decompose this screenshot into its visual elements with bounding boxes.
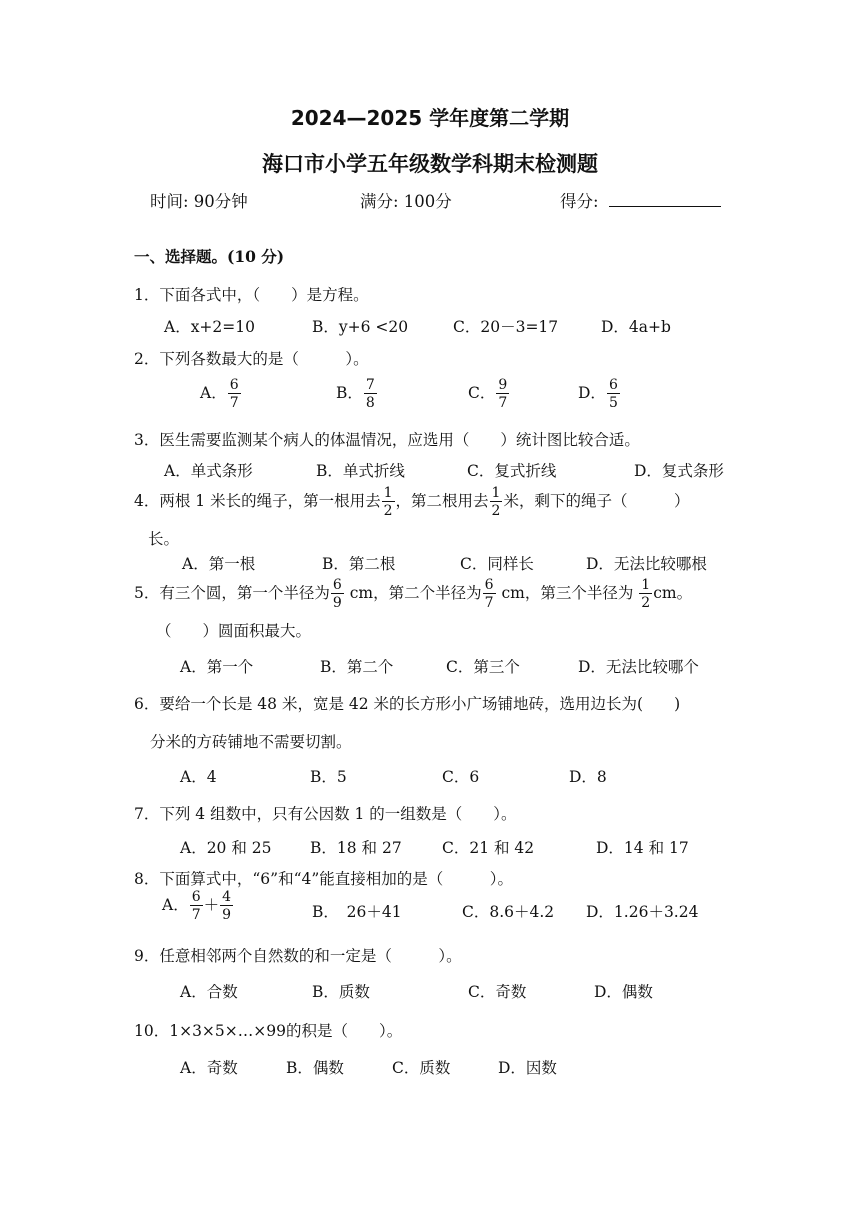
question-10-option-a: A．奇数 — [180, 1059, 238, 1077]
question-5-line-2: （ ）圆面积最大。 — [156, 622, 312, 640]
exam-time: 时间: 90分钟 — [150, 192, 248, 211]
exam-title: 海口市小学五年级数学科期末检测题 — [262, 152, 598, 176]
exam-full-score: 满分: 100分 — [360, 192, 452, 211]
question-9: 9．任意相邻两个自然数的和一定是（ ）。 — [134, 947, 462, 965]
question-8-option-a: A． $\frac{6}{7}$ ＋ $\frac{4}{9}$ — [162, 889, 232, 923]
question-7-option-b: B．18 和 27 — [310, 839, 402, 857]
question-2-option-c: C． $\frac{9}{7}$ — [468, 377, 508, 411]
question-9-option-d: D．偶数 — [594, 983, 653, 1001]
question-6-option-b: B．5 — [310, 768, 347, 786]
question-4-line-2: 长。 — [148, 530, 180, 548]
question-4-option-a: A．第一根 — [182, 555, 256, 573]
question-8: 8．下面算式中，“6”和“4”能直接相加的是（ ）。 — [134, 870, 514, 888]
question-2-option-b: B． $\frac{7}{8}$ — [336, 377, 375, 411]
score-blank — [609, 192, 721, 207]
question-9-option-b: B．质数 — [312, 983, 370, 1001]
question-5: 5．有三个圆，第一个半径为 $\frac{6}{9}$ cm，第二个半径为 $\frac{6}{7}$ cm，第三个半径为 $\frac{1}{2}$ cm。 — [134, 577, 693, 611]
question-8-option-d: D．1.26＋3.24 — [586, 903, 699, 921]
question-7: 7．下列 4 组数中，只有公因数 1 的一组数是（ ）。 — [134, 805, 517, 823]
question-10: 10．1×3×5×…×99的积是（ ）。 — [134, 1022, 403, 1040]
question-1-option-a: A．x+2=10 — [164, 318, 255, 336]
question-1: 1．下面各式中，（ ）是方程。 — [134, 286, 369, 304]
question-3-option-d: D．复式条形 — [634, 462, 724, 480]
question-3-option-b: B．单式折线 — [316, 462, 405, 480]
question-10-option-c: C．质数 — [392, 1059, 451, 1077]
question-5-option-d: D．无法比较哪个 — [578, 658, 699, 676]
question-10-option-d: D．因数 — [498, 1059, 557, 1077]
question-7-option-a: A．20 和 25 — [180, 839, 272, 857]
question-2-option-d: D． $\frac{6}{5}$ — [578, 377, 618, 411]
question-5-option-a: A．第一个 — [180, 658, 254, 676]
section-title: 一、选择题。(10 分) — [134, 247, 285, 266]
question-4-option-c: C．同样长 — [460, 555, 534, 573]
question-9-option-a: A．合数 — [180, 983, 238, 1001]
question-2: 2．下列各数最大的是（ ）。 — [134, 350, 369, 368]
question-4-option-b: B．第二根 — [322, 555, 396, 573]
question-1-option-c: C．20－3=17 — [453, 318, 559, 336]
question-6-option-d: D．8 — [569, 768, 607, 786]
question-2-option-a: A． $\frac{6}{7}$ — [200, 377, 239, 411]
exam-score — [560, 188, 721, 212]
question-6-option-c: C．6 — [442, 768, 480, 786]
question-4: 4．两根 1 米长的绳子，第一根用去 $\frac{1}{2}$ ，第二根用去 $\frac{1}{2}$ 米，剩下的绳子（ ） — [134, 485, 690, 519]
question-3-option-a: A．单式条形 — [164, 462, 253, 480]
question-3: 3．医生需要监测某个病人的体温情况，应选用（ ）统计图比较合适。 — [134, 431, 640, 449]
question-6-option-a: A．4 — [180, 768, 217, 786]
question-10-option-b: B．偶数 — [286, 1059, 344, 1077]
question-7-option-c: C．21 和 42 — [442, 839, 535, 857]
exam-year-title: 2024—2025 学年度第二学期 — [290, 106, 570, 130]
question-7-option-d: D．14 和 17 — [596, 839, 689, 857]
question-3-option-c: C．复式折线 — [467, 462, 557, 480]
question-8-option-c: C．8.6＋4.2 — [462, 903, 555, 921]
question-8-option-b: B． 26＋41 — [312, 903, 402, 921]
score-label: 得分: — [560, 192, 599, 211]
question-1-option-b: B．y+6 <20 — [312, 318, 409, 336]
question-6: 6．要给一个长是 48 米，宽是 42 米的长方形小广场铺地砖，选用边长为( ) — [134, 695, 681, 713]
question-5-option-c: C．第三个 — [446, 658, 520, 676]
question-5-option-b: B．第二个 — [320, 658, 394, 676]
question-9-option-c: C．奇数 — [468, 983, 527, 1001]
question-4-option-d: D．无法比较哪根 — [586, 555, 707, 573]
question-6-line-2: 分米的方砖铺地不需要切割。 — [150, 733, 352, 751]
question-1-option-d: D．4a+b — [601, 318, 671, 336]
